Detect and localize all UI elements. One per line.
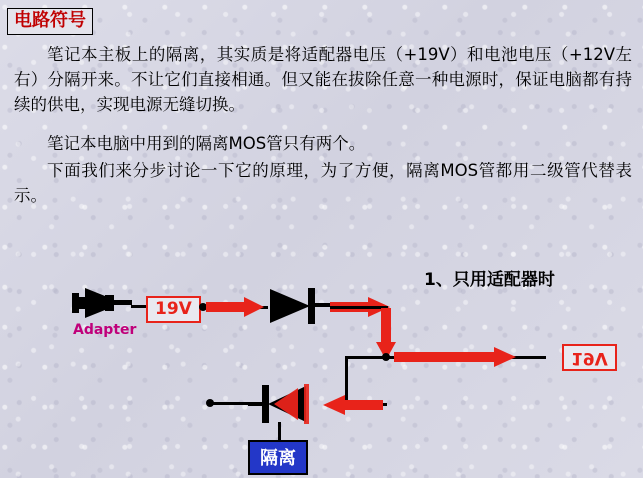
paragraph-1: 笔记本主板上的隔离，其实质是将适配器电压（+19V）和电池电压（+12V左右）分隔开来。不让它们直接相通。但又能在拔除任意一种电源时，保证电脑都有持续的供电，实现电源无缝切换。 [14,45,632,114]
output-voltage-box: 19V [562,344,617,371]
step-label: 1、只用适配器时 [424,270,555,290]
node-dot-battery [206,399,214,407]
wire-bottom-left [210,402,252,405]
isolation-label-box: 隔离 [248,440,308,475]
body-text [14,42,632,210]
current-arrow-5 [313,394,383,416]
current-arrow-1 [206,296,266,318]
page-title: 电路符号 [7,8,93,35]
adapter-label: Adapter [73,322,137,338]
diode-bottom [248,382,314,426]
input-voltage-box: 19V [146,296,201,323]
adapter-connector-icon [72,286,132,320]
current-arrow-4 [394,346,518,368]
paragraph-spacer [14,119,632,131]
wire-junction-to-lower-left [345,356,388,359]
diode-top [266,285,332,327]
wire-adapter-to-source [131,305,147,308]
wire-iso-pointer [278,422,281,440]
paragraph-3: 下面我们来分步讨论一下它的原理，为了方便，隔离MOS管都用二级管代替表示。 [14,161,632,205]
circuit-diagram [0,272,643,478]
paragraph-2: 笔记本电脑中用到的隔离MOS管只有两个。 [47,134,366,153]
